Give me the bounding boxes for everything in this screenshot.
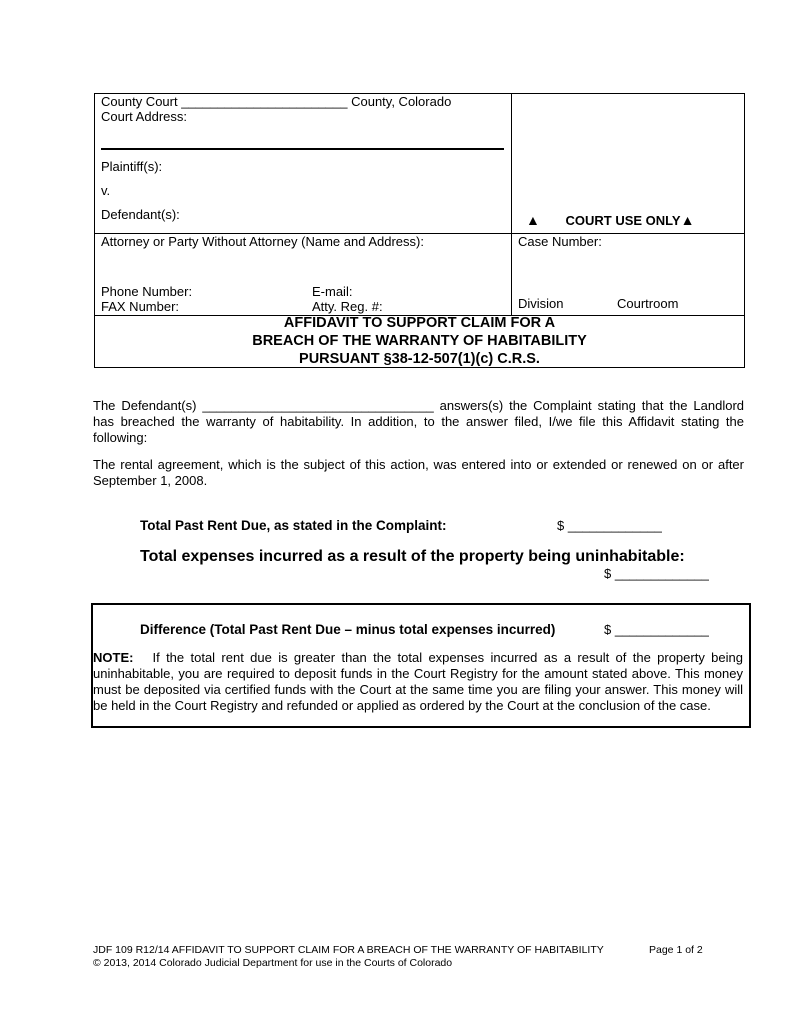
past-rent-label: Total Past Rent Due, as stated in the Complaint:: [140, 518, 447, 533]
expenses-label: Total expenses incurred as a result of the property being uninhabitable:: [140, 548, 685, 565]
phone-label: Phone Number:: [101, 284, 193, 299]
footer-page-number: Page 1 of 2: [649, 944, 703, 956]
note-paragraph: [93, 650, 743, 714]
court-use-only: ▲ COURT USE ONLY▲: [526, 212, 695, 228]
title-line-1: AFFIDAVIT TO SUPPORT CLAIM FOR A: [283, 315, 556, 331]
note-text: If the total rent due is greater than the total expenses incurred as a result of the property being uninhabitable, you are required to deposit funds in the Court Registry for the amount stated above. This money must be deposited via certified funds with the Court at the same time you are filing your answer. This money will be held in the Court Registry and refunded or applied as ordered by the Court at the conclusion of the case.: [93, 650, 743, 713]
title-line-3: PURSUANT §38-12-507(1)(c) C.R.S.: [299, 351, 540, 367]
footer-form-id: JDF 109 R12/14 AFFIDAVIT TO SUPPORT CLAIM FOR A BREACH OF THE WARRANTY OF HABITABILITY: [93, 944, 604, 956]
up-triangle-icon: ▲: [526, 212, 540, 228]
fax-label: FAX Number:: [101, 299, 180, 314]
difference-label: Difference (Total Past Rent Due – minus total expenses incurred): [140, 622, 556, 637]
division-label: Division: [518, 296, 564, 311]
plaintiffs-label: Plaintiff(s):: [101, 159, 163, 174]
expenses-value: $ _____________: [604, 566, 709, 581]
court-address-line: [101, 148, 504, 150]
caption-divider-vertical: [511, 93, 512, 315]
difference-value: $ _____________: [604, 622, 709, 637]
court-address-label: Court Address:: [101, 109, 187, 124]
case-number-label: Case Number:: [518, 234, 602, 249]
title-line-2: BREACH OF THE WARRANTY OF HABITABILITY: [252, 333, 587, 349]
county-court-line: County Court _______________________ County, Colorado: [101, 94, 452, 109]
versus-label: v.: [101, 183, 111, 198]
attorney-label: Attorney or Party Without Attorney (Name and Address):: [101, 234, 424, 249]
defendants-label: Defendant(s):: [101, 207, 180, 222]
footer-copyright: © 2013, 2014 Colorado Judicial Department for use in the Courts of Colorado: [93, 957, 453, 969]
paragraph-defendant-answer: The Defendant(s) ________________________________ answers(s) the Complaint stating that the Landlord has breached the warranty of habitability. In addition, to the answer filed, I/we file this Affidavit stating the following:: [93, 398, 744, 445]
paragraph-rental-agreement: The rental agreement, which is the subject of this action, was entered into or extended or renewed on or after September 1, 2008.: [93, 457, 744, 488]
email-label: E-mail:: [312, 284, 353, 299]
up-triangle-icon: ▲: [680, 212, 695, 228]
past-rent-value: $ _____________: [557, 518, 662, 533]
courtroom-label: Courtroom: [617, 296, 679, 311]
note-label: NOTE:: [93, 650, 134, 665]
atty-reg-label: Atty. Reg. #:: [312, 299, 383, 314]
